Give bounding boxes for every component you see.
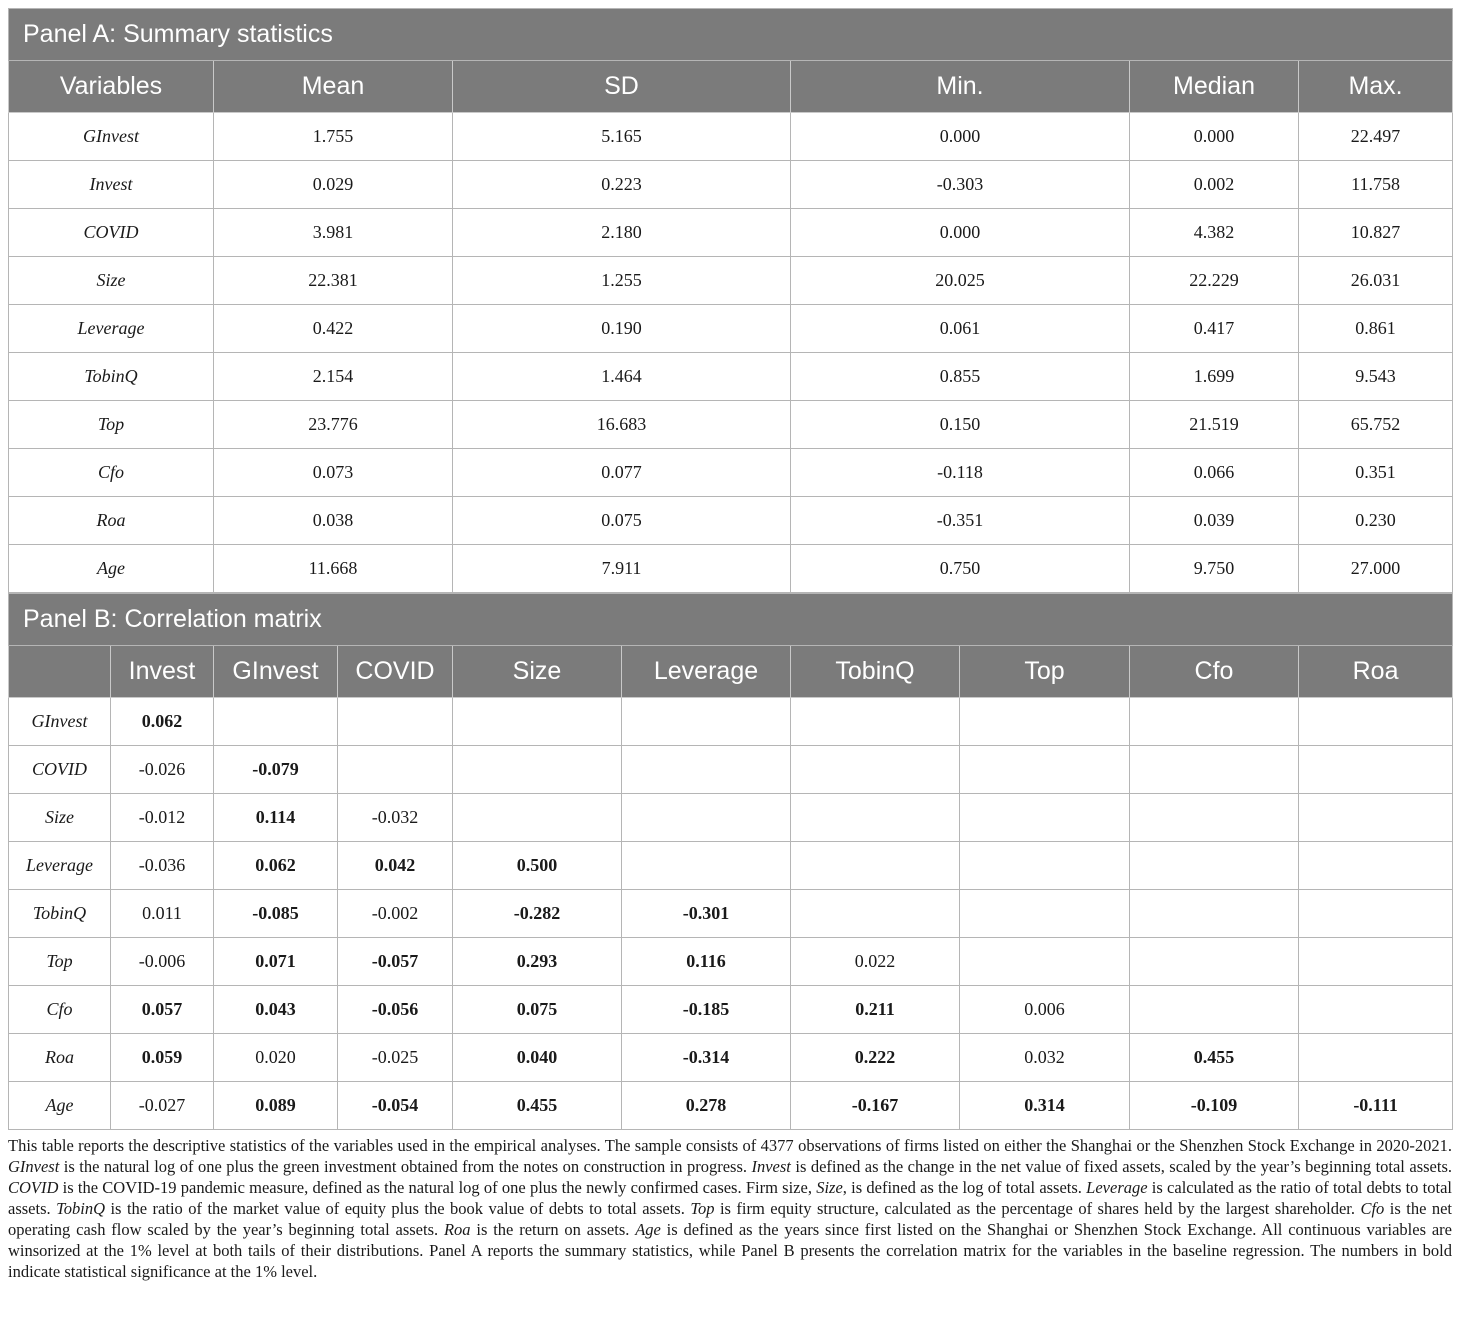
table-cell: 0.211 (791, 986, 960, 1034)
table-row (9, 113, 1453, 161)
note-variable: GInvest (8, 1157, 60, 1176)
column-header: COVID (338, 646, 453, 698)
table-cell: -0.185 (622, 986, 791, 1034)
table-cell: 20.025 (791, 257, 1130, 305)
note-variable: TobinQ (56, 1199, 106, 1218)
note-text: is defined as the change in the net value of fixed assets, scaled by the year’s beginning total assets. (790, 1157, 1452, 1176)
empty-cell (453, 698, 622, 746)
table-cell: 26.031 (1299, 257, 1453, 305)
table-cell: -0.301 (622, 890, 791, 938)
table-cell: 7.911 (453, 545, 791, 593)
table-row (9, 257, 1453, 305)
table-cell: 22.497 (1299, 113, 1453, 161)
table-cell: 0.230 (1299, 497, 1453, 545)
table-cell: 0.011 (111, 890, 214, 938)
table-cell: 0.042 (338, 842, 453, 890)
table-cell: 0.062 (214, 842, 338, 890)
column-header: Invest (111, 646, 214, 698)
note-variable: Size (816, 1178, 843, 1197)
table-cell: -0.167 (791, 1082, 960, 1130)
table-cell: 4.382 (1130, 209, 1299, 257)
variable-name: Age (9, 1082, 111, 1130)
variable-name: Cfo (9, 986, 111, 1034)
variable-name: Roa (9, 1034, 111, 1082)
column-header: Size (453, 646, 622, 698)
empty-cell (960, 698, 1130, 746)
empty-cell (791, 746, 960, 794)
empty-cell (791, 794, 960, 842)
table-cell: 0.075 (453, 497, 791, 545)
empty-cell (1299, 938, 1453, 986)
table-row (9, 1034, 1453, 1082)
table-cell: 0.422 (214, 305, 453, 353)
table-cell: -0.118 (791, 449, 1130, 497)
table-cell: -0.026 (111, 746, 214, 794)
note-text: is the ratio of the market value of equity plus the book value of debts to total assets. (105, 1199, 691, 1218)
table-cell: 16.683 (453, 401, 791, 449)
column-header: Leverage (622, 646, 791, 698)
empty-cell (960, 746, 1130, 794)
table-cell: 0.190 (453, 305, 791, 353)
empty-cell (1130, 890, 1299, 938)
empty-cell (453, 746, 622, 794)
column-header: Max. (1299, 61, 1453, 113)
note-text: is the COVID-19 pandemic measure, defined as the natural log of one plus the newly confirmed cases. Firm size, (58, 1178, 817, 1197)
table-row (9, 746, 1453, 794)
note-text: This table reports the descriptive statistics of the variables used in the empirical analyses. The sample consists of 4377 observations of firms listed on either the Shanghai or the Shenzhen Stock Exchange in 2020-2021. (8, 1136, 1452, 1155)
variable-name: COVID (9, 746, 111, 794)
table-cell: 0.000 (791, 113, 1130, 161)
table-row (9, 449, 1453, 497)
empty-cell (791, 890, 960, 938)
table-cell: 0.066 (1130, 449, 1299, 497)
table-row (9, 938, 1453, 986)
table-cell: 0.002 (1130, 161, 1299, 209)
empty-cell (1299, 746, 1453, 794)
column-header: Min. (791, 61, 1130, 113)
variable-name: COVID (9, 209, 214, 257)
document (8, 8, 1452, 1282)
table-cell: 1.755 (214, 113, 453, 161)
table-row (9, 698, 1453, 746)
column-header: SD (453, 61, 791, 113)
summary-statistics-table (8, 8, 1453, 593)
table-cell: 0.062 (111, 698, 214, 746)
table-row (9, 353, 1453, 401)
variable-name: Leverage (9, 842, 111, 890)
table-cell: 22.381 (214, 257, 453, 305)
table-cell: 1.464 (453, 353, 791, 401)
table-cell: 0.455 (1130, 1034, 1299, 1082)
empty-cell (960, 842, 1130, 890)
empty-cell (960, 794, 1130, 842)
table-cell: -0.085 (214, 890, 338, 938)
empty-cell (1130, 842, 1299, 890)
table-row (9, 209, 1453, 257)
table-cell: -0.351 (791, 497, 1130, 545)
column-header: GInvest (214, 646, 338, 698)
table-row (9, 545, 1453, 593)
variable-name: TobinQ (9, 353, 214, 401)
empty-cell (791, 698, 960, 746)
empty-cell (453, 794, 622, 842)
column-header: Variables (9, 61, 214, 113)
table-cell: -0.025 (338, 1034, 453, 1082)
empty-cell (791, 842, 960, 890)
table-cell: 0.222 (791, 1034, 960, 1082)
note-variable: Cfo (1360, 1199, 1385, 1218)
table-cell: 0.500 (453, 842, 622, 890)
table-cell: -0.057 (338, 938, 453, 986)
table-cell: -0.054 (338, 1082, 453, 1130)
note-variable: Invest (751, 1157, 791, 1176)
note-variable: Leverage (1086, 1178, 1148, 1197)
panel-a-title: Panel A: Summary statistics (9, 9, 1453, 61)
table-cell: 0.000 (791, 209, 1130, 257)
note-variable: Age (635, 1220, 661, 1239)
variable-name: GInvest (9, 698, 111, 746)
column-header: Top (960, 646, 1130, 698)
empty-cell (1130, 794, 1299, 842)
table-cell: 0.073 (214, 449, 453, 497)
table-cell: 0.077 (453, 449, 791, 497)
variable-name: GInvest (9, 113, 214, 161)
empty-cell (960, 890, 1130, 938)
empty-cell (1299, 698, 1453, 746)
column-header: Median (1130, 61, 1299, 113)
note-variable: Top (690, 1199, 715, 1218)
note-variable: COVID (8, 1178, 59, 1197)
table-cell: 0.071 (214, 938, 338, 986)
table-cell: -0.002 (338, 890, 453, 938)
table-cell: 0.278 (622, 1082, 791, 1130)
table-cell: 27.000 (1299, 545, 1453, 593)
empty-cell (1130, 746, 1299, 794)
table-cell: -0.056 (338, 986, 453, 1034)
table-cell: 5.165 (453, 113, 791, 161)
variable-name: TobinQ (9, 890, 111, 938)
empty-cell (622, 746, 791, 794)
empty-cell (1130, 986, 1299, 1034)
table-row (9, 305, 1453, 353)
empty-cell (1130, 938, 1299, 986)
table-cell: 9.750 (1130, 545, 1299, 593)
table-cell: 9.543 (1299, 353, 1453, 401)
table-cell: 2.180 (453, 209, 791, 257)
empty-cell (1299, 842, 1453, 890)
table-cell: 0.750 (791, 545, 1130, 593)
table-cell: -0.314 (622, 1034, 791, 1082)
empty-cell (214, 698, 338, 746)
empty-cell (1299, 890, 1453, 938)
note-text: is the return on assets. (470, 1220, 636, 1239)
empty-cell (338, 698, 453, 746)
note-text: is calculated as the ratio of total debts to total assets. (8, 1178, 1452, 1218)
table-cell: 0.006 (960, 986, 1130, 1034)
table-cell: -0.079 (214, 746, 338, 794)
table-row (9, 890, 1453, 938)
correlation-matrix-table (8, 593, 1453, 1130)
column-header (9, 646, 111, 698)
column-header: Cfo (1130, 646, 1299, 698)
empty-cell (1299, 794, 1453, 842)
variable-name: Roa (9, 497, 214, 545)
table-cell: 21.519 (1130, 401, 1299, 449)
table-row (9, 986, 1453, 1034)
table-cell: 0.059 (111, 1034, 214, 1082)
table-row (9, 497, 1453, 545)
table-cell: 0.116 (622, 938, 791, 986)
table-cell: -0.303 (791, 161, 1130, 209)
table-cell: -0.036 (111, 842, 214, 890)
table-cell: 0.861 (1299, 305, 1453, 353)
table-note (8, 1135, 1452, 1282)
empty-cell (1130, 698, 1299, 746)
note-text: , is defined as the log of total assets. (842, 1178, 1087, 1197)
table-cell: 23.776 (214, 401, 453, 449)
table-cell: 0.022 (791, 938, 960, 986)
variable-name: Age (9, 545, 214, 593)
empty-cell (622, 698, 791, 746)
table-cell: 1.255 (453, 257, 791, 305)
table-row (9, 1082, 1453, 1130)
table-cell: 0.417 (1130, 305, 1299, 353)
table-cell: 11.668 (214, 545, 453, 593)
table-cell: -0.109 (1130, 1082, 1299, 1130)
table-cell: 0.855 (791, 353, 1130, 401)
table-cell: 0.043 (214, 986, 338, 1034)
variable-name: Leverage (9, 305, 214, 353)
table-cell: 2.154 (214, 353, 453, 401)
table-cell: 0.075 (453, 986, 622, 1034)
column-header: Roa (1299, 646, 1453, 698)
table-row (9, 401, 1453, 449)
note-text: is the net operating cash flow scaled by the year’s beginning total assets. (8, 1199, 1453, 1239)
note-text: is the natural log of one plus the green investment obtained from the notes on construction in progress. (59, 1157, 752, 1176)
variable-name: Size (9, 257, 214, 305)
empty-cell (1299, 1034, 1453, 1082)
table-cell: 0.040 (453, 1034, 622, 1082)
table-row (9, 161, 1453, 209)
panel-b-title: Panel B: Correlation matrix (9, 594, 1453, 646)
column-header: TobinQ (791, 646, 960, 698)
table-cell: 0.032 (960, 1034, 1130, 1082)
table-cell: -0.012 (111, 794, 214, 842)
table-cell: 22.229 (1130, 257, 1299, 305)
note-text: is defined as the years since first listed on the Shanghai or Shenzhen Stock Exchange. All continuous variables are winsorized at the 1% level at both tails of their distributions. Panel A reports the summary statistics, while Panel B presents the correlation matrix for the variables in the baseline regression. The numbers in bold indicate statistical significance at the 1% level. (8, 1220, 1452, 1281)
table-cell: 1.699 (1130, 353, 1299, 401)
table-cell: 0.351 (1299, 449, 1453, 497)
table-cell: 0.039 (1130, 497, 1299, 545)
variable-name: Top (9, 401, 214, 449)
table-cell: 0.000 (1130, 113, 1299, 161)
table-cell: 0.089 (214, 1082, 338, 1130)
table-cell: 0.020 (214, 1034, 338, 1082)
variable-name: Size (9, 794, 111, 842)
empty-cell (622, 842, 791, 890)
table-cell: -0.282 (453, 890, 622, 938)
note-text: is firm equity structure, calculated as the percentage of shares held by the largest shareholder. (714, 1199, 1361, 1218)
table-cell: 10.827 (1299, 209, 1453, 257)
table-cell: 0.038 (214, 497, 453, 545)
table-cell: 0.455 (453, 1082, 622, 1130)
table-cell: -0.027 (111, 1082, 214, 1130)
empty-cell (338, 746, 453, 794)
table-row (9, 842, 1453, 890)
empty-cell (960, 938, 1130, 986)
empty-cell (622, 794, 791, 842)
table-cell: 11.758 (1299, 161, 1453, 209)
variable-name: Invest (9, 161, 214, 209)
table-cell: 0.114 (214, 794, 338, 842)
variable-name: Cfo (9, 449, 214, 497)
table-cell: -0.111 (1299, 1082, 1453, 1130)
table-cell: 3.981 (214, 209, 453, 257)
empty-cell (1299, 986, 1453, 1034)
table-cell: 0.314 (960, 1082, 1130, 1130)
column-header: Mean (214, 61, 453, 113)
table-cell: 0.029 (214, 161, 453, 209)
table-cell: 0.223 (453, 161, 791, 209)
table-cell: 0.061 (791, 305, 1130, 353)
table-cell: 0.150 (791, 401, 1130, 449)
table-cell: 65.752 (1299, 401, 1453, 449)
table-cell: 0.293 (453, 938, 622, 986)
table-row (9, 794, 1453, 842)
table-cell: -0.032 (338, 794, 453, 842)
variable-name: Top (9, 938, 111, 986)
note-variable: Roa (443, 1220, 471, 1239)
table-cell: 0.057 (111, 986, 214, 1034)
table-cell: -0.006 (111, 938, 214, 986)
